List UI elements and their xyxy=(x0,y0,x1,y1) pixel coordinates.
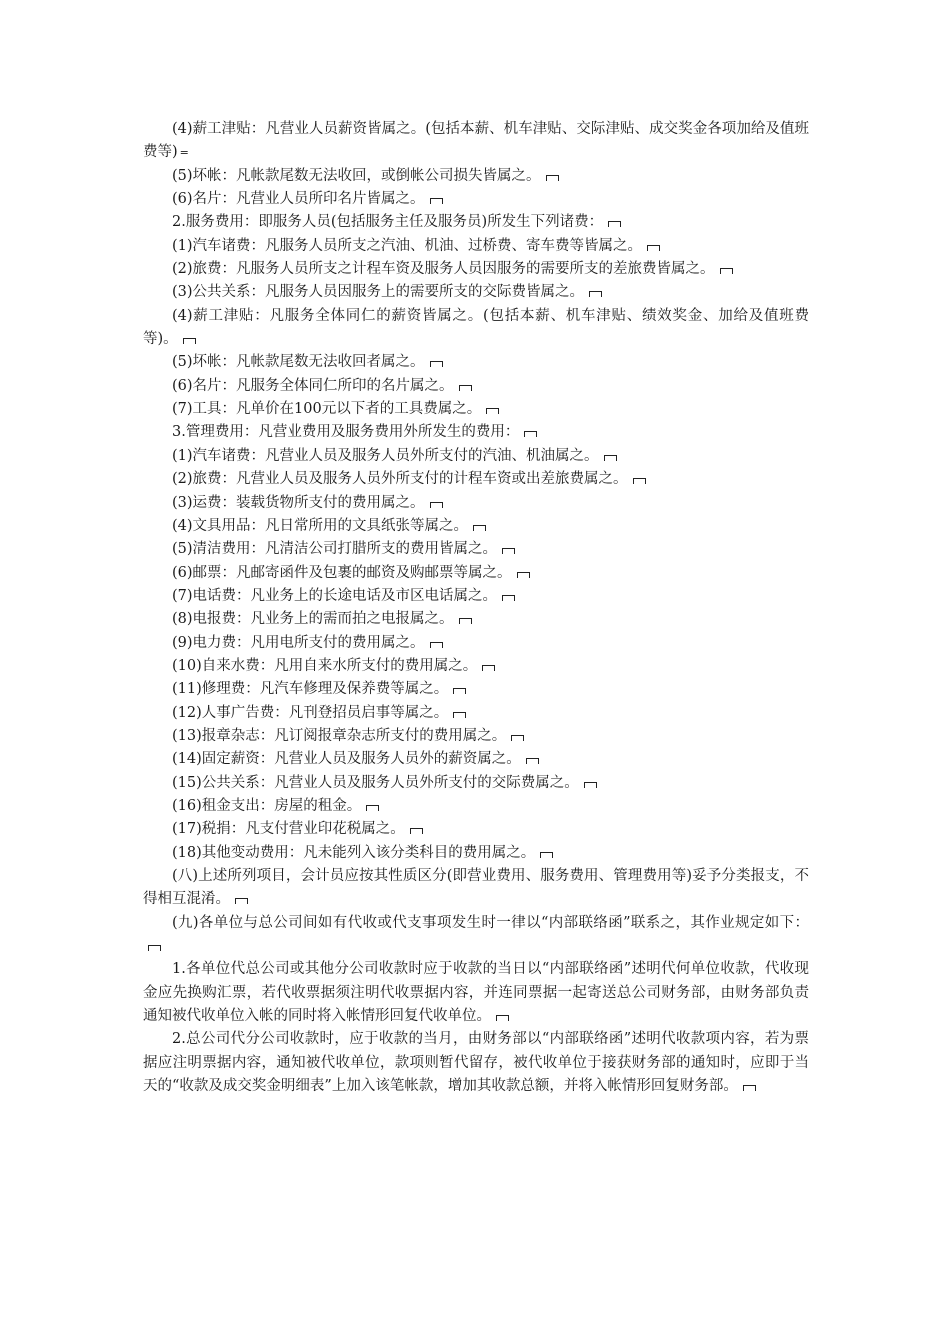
paragraph-return-mark-icon xyxy=(459,385,472,391)
paragraph xyxy=(143,165,809,188)
paragraph xyxy=(143,585,809,608)
paragraph xyxy=(143,538,809,561)
paragraph-text: (16)租金支出：房屋的租金。 xyxy=(172,797,362,814)
paragraph xyxy=(143,958,809,1028)
paragraph xyxy=(143,118,809,165)
paragraph-return-mark-icon xyxy=(743,1085,756,1091)
paragraph xyxy=(143,468,809,491)
paragraph-return-mark-icon xyxy=(430,502,443,508)
paragraph xyxy=(143,305,809,352)
paragraph-return-mark-icon xyxy=(540,852,553,858)
paragraph-return-mark-icon xyxy=(511,735,524,741)
paragraph xyxy=(143,211,809,234)
paragraph-text: (13)报章杂志：凡订阅报章杂志所支付的费用属之。 xyxy=(172,727,507,744)
paragraph xyxy=(143,235,809,258)
paragraph-text: (14)固定薪资：凡营业人员及服务人员外的薪资属之。 xyxy=(172,751,521,768)
paragraph-text: (10)自来水费：凡用自来水所支付的费用属之。 xyxy=(172,657,478,674)
paragraph-return-mark-icon xyxy=(524,431,537,437)
paragraph-return-mark-icon xyxy=(546,175,559,181)
line-break-mark-icon: = xyxy=(179,146,189,160)
paragraph-return-mark-icon xyxy=(482,665,495,671)
paragraph xyxy=(143,702,809,725)
paragraph xyxy=(143,351,809,374)
paragraph-text: (7)电话费：凡业务上的长途电话及市区电话属之。 xyxy=(172,587,498,604)
paragraph xyxy=(143,748,809,771)
paragraph xyxy=(143,188,809,211)
paragraph xyxy=(143,445,809,468)
paragraph-return-mark-icon xyxy=(430,361,443,367)
paragraph xyxy=(143,655,809,678)
paragraph xyxy=(143,912,809,959)
paragraph xyxy=(143,421,809,444)
paragraph-return-mark-icon xyxy=(633,478,646,484)
paragraph-text: 1.各单位代总公司或其他分公司收款时应于收款的当日以“内部联络函”述明代何单位收款，代收现金应先换购汇票，若代收票据须注明代收票据内容，并连同票据一起寄送总公司财务部，由财务部负责通知被代收单位入帐的同时将入帐情形回复代收单位。 xyxy=(143,961,809,1025)
paragraph xyxy=(143,258,809,281)
paragraph-return-mark-icon xyxy=(486,408,499,414)
paragraph-text: (八)上述所列项目，会计员应按其性质区分(即营业费用、服务费用、管理费用等)妥予分类报支，不得相互混淆。 xyxy=(143,868,809,908)
paragraph-return-mark-icon xyxy=(589,291,602,297)
paragraph-text: (11)修理费：凡汽车修理及保养费等属之。 xyxy=(172,681,449,698)
paragraph-return-mark-icon xyxy=(502,548,515,554)
paragraph-return-mark-icon xyxy=(366,805,379,811)
paragraph-return-mark-icon xyxy=(410,828,423,834)
paragraph-text: 2.服务费用：即服务人员(包括服务主任及服务员)所发生下列诸费： xyxy=(172,214,604,231)
paragraph-text: (6)名片：凡服务全体同仁所印的名片属之。 xyxy=(172,377,454,394)
paragraph-text: (3)公共关系：凡服务人员因服务上的需要所支的交际费皆属之。 xyxy=(172,284,585,301)
paragraph xyxy=(143,281,809,304)
paragraph-text: (6)名片：凡营业人员所印名片皆属之。 xyxy=(172,191,425,208)
paragraph-return-mark-icon xyxy=(608,221,621,227)
paragraph-text: 3.管理费用：凡营业费用及服务费用外所发生的费用： xyxy=(172,424,520,441)
paragraph-text: (3)运费：装载货物所支付的费用属之。 xyxy=(172,494,425,511)
paragraph-text: (8)电报费：凡业务上的需而拍之电报属之。 xyxy=(172,611,454,628)
paragraph-text: (6)邮票：凡邮寄函件及包裹的邮资及购邮票等属之。 xyxy=(172,564,512,581)
paragraph-return-mark-icon xyxy=(502,595,515,601)
paragraph-return-mark-icon xyxy=(148,945,161,951)
paragraph xyxy=(143,865,809,912)
paragraph xyxy=(143,842,809,865)
paragraph xyxy=(143,608,809,631)
paragraph xyxy=(143,375,809,398)
paragraph xyxy=(143,725,809,748)
paragraph xyxy=(143,1028,809,1098)
paragraph xyxy=(143,772,809,795)
paragraph-return-mark-icon xyxy=(473,525,486,531)
paragraph-text: (4)薪工津贴：凡营业人员薪资皆属之。(包括本薪、机车津贴、交际津贴、成交奖金各项加给及值班费等) xyxy=(143,121,809,161)
paragraph-return-mark-icon xyxy=(430,642,443,648)
paragraph-return-mark-icon xyxy=(584,782,597,788)
paragraph-text: 2.总公司代分公司收款时，应于收款的当月，由财务部以“内部联络函”述明代收款项内容，若为票据应注明票据内容，通知被代收单位，款项则暂代留存，被代收单位于接获财务部的通知时，应即于当天的“收款及成交奖金明细表”上加入该笔帐款，增加其收款总额，并将入帐情形回复财务部。 xyxy=(143,1031,809,1095)
paragraph-text: (7)工具：凡单价在100元以下者的工具费属之。 xyxy=(172,401,482,418)
paragraph-return-mark-icon xyxy=(459,618,472,624)
paragraph-text: (18)其他变动费用：凡未能列入该分类科目的费用属之。 xyxy=(172,844,536,861)
paragraph xyxy=(143,515,809,538)
paragraph-text: (2)旅费：凡营业人员及服务人员外所支付的计程车资或出差旅费属之。 xyxy=(172,471,628,488)
paragraph-text: (15)公共关系：凡营业人员及服务人员外所支付的交际费属之。 xyxy=(172,774,579,791)
paragraph-text: (2)旅费：凡服务人员所支之计程车资及服务人员因服务的需要所支的差旅费皆属之。 xyxy=(172,261,715,278)
paragraph-return-mark-icon xyxy=(453,712,466,718)
paragraph-return-mark-icon xyxy=(720,268,733,274)
paragraph-return-mark-icon xyxy=(647,245,660,251)
paragraph-return-mark-icon xyxy=(496,1015,509,1021)
paragraph-text: (1)汽车诸费：凡服务人员所支之汽油、机油、过桥费、寄车费等皆属之。 xyxy=(172,237,643,254)
paragraph-return-mark-icon xyxy=(604,455,617,461)
paragraph xyxy=(143,818,809,841)
paragraph xyxy=(143,398,809,421)
paragraph-text: (17)税捐：凡支付营业印花税属之。 xyxy=(172,821,405,838)
paragraph xyxy=(143,562,809,585)
paragraph-return-mark-icon xyxy=(526,758,539,764)
paragraph xyxy=(143,795,809,818)
paragraph-return-mark-icon xyxy=(235,898,248,904)
paragraph-return-mark-icon xyxy=(183,338,196,344)
paragraph xyxy=(143,678,809,701)
paragraph-text: (5)坏帐：凡帐款尾数无法收回，或倒帐公司损失皆属之。 xyxy=(172,167,541,184)
paragraph-text: (4)文具用品：凡日常所用的文具纸张等属之。 xyxy=(172,517,469,534)
paragraph-text: (9)电力费：凡用电所支付的费用属之。 xyxy=(172,634,425,651)
paragraph-return-mark-icon xyxy=(430,198,443,204)
paragraph-text: (5)坏帐：凡帐款尾数无法收回者属之。 xyxy=(172,354,425,371)
paragraph xyxy=(143,632,809,655)
paragraph-text: (5)清洁费用：凡清洁公司打腊所支的费用皆属之。 xyxy=(172,541,498,558)
paragraph-return-mark-icon xyxy=(453,688,466,694)
paragraph-return-mark-icon xyxy=(517,572,530,578)
paragraph-text: (12)人事广告费：凡刊登招员启事等属之。 xyxy=(172,704,449,721)
paragraph xyxy=(143,492,809,515)
paragraph-text: (1)汽车诸费：凡营业人员及服务人员外所支付的汽油、机油属之。 xyxy=(172,447,599,464)
paragraph-text: (九)各单位与总公司间如有代收或代支事项发生时一律以“内部联络函”联系之，其作业规定如下： xyxy=(172,914,809,931)
document-body xyxy=(143,118,809,1098)
paragraph-text: (4)薪工津贴：凡服务全体同仁的薪资皆属之。(包括本薪、机车津贴、绩效奖金、加给及值班费等)。 xyxy=(143,307,809,348)
